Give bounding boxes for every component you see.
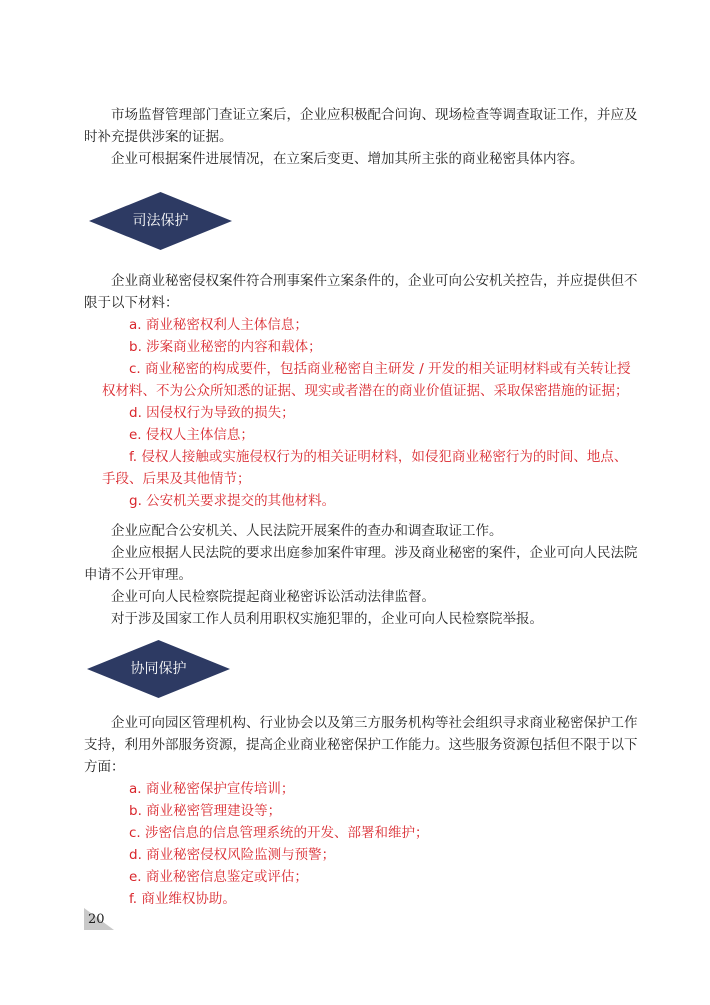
section1-paragraph	[84, 542, 640, 586]
section2-lead-text: 企业可向园区管理机构、行业协会以及第三方服务机构等社会组织寻求商业秘密保护工作支持，利用外部服务资源，提高企业商业秘密保护工作能力。这些服务资源包括但不限于以下方面：	[84, 715, 638, 775]
paragraph-text: 企业可向人民检察院提起商业秘密诉讼活动法律监督。	[111, 589, 435, 605]
list-item-text: e. 商业秘密信息鉴定或评估；	[129, 869, 308, 885]
list-item	[129, 314, 308, 336]
intro-paragraph-2-text: 企业可根据案件进展情况，在立案后变更、增加其所主张的商业秘密具体内容。	[111, 151, 584, 167]
section-heading-collaborative	[87, 640, 230, 698]
section-heading-judicial	[89, 192, 232, 250]
paragraph-text: 企业应配合公安机关、人民法院开展案件的查办和调查取证工作。	[111, 523, 503, 539]
list-item-text: d. 商业秘密侵权风险监测与预警；	[129, 847, 336, 863]
section2-lead	[84, 712, 640, 778]
list-item	[102, 358, 640, 402]
section1-paragraph	[111, 520, 503, 542]
section1-paragraph	[111, 586, 435, 608]
list-item-text: e. 侵权人主体信息；	[129, 427, 254, 443]
list-item-text: c. 涉密信息的信息管理系统的开发、部署和维护；	[129, 825, 429, 841]
intro-paragraph-1	[84, 104, 640, 148]
list-item	[129, 402, 295, 424]
list-item	[129, 336, 322, 358]
section-title: 协同保护	[130, 661, 187, 677]
section1-paragraph	[111, 608, 543, 630]
list-item-text: a. 商业秘密保护宣传培训；	[129, 781, 295, 797]
list-item-text: f. 商业维权协助。	[129, 891, 236, 907]
page-number-text: 20	[88, 912, 105, 927]
page-number	[84, 908, 114, 930]
paragraph-text: 企业应根据人民法院的要求出庭参加案件审理。涉及商业秘密的案件，企业可向人民法院申请不公开审理。	[84, 545, 638, 583]
list-item	[129, 888, 236, 910]
list-item	[129, 424, 254, 446]
list-item	[129, 822, 429, 844]
intro-paragraph-1-text: 市场监督管理部门查证立案后，企业应积极配合问询、现场检查等调查取证工作，并应及时补充提供涉案的证据。	[84, 107, 638, 145]
list-item-text: d. 因侵权行为导致的损失；	[129, 405, 295, 421]
list-item-text: g. 公安机关要求提交的其他材料。	[129, 493, 336, 509]
list-item	[129, 866, 308, 888]
list-item	[102, 446, 640, 490]
intro-paragraph-2	[111, 148, 640, 170]
list-item-text: b. 涉案商业秘密的内容和载体；	[129, 339, 322, 355]
section1-lead	[84, 270, 640, 314]
list-item	[129, 778, 294, 800]
list-item-text: c. 商业秘密的构成要件，包括商业秘密自主研发 / 开发的相关证明材料或有关转让授权材料、不为公众所知悉的证据、现实或者潜在的商业价值证据、采取保密措施的证据；	[102, 361, 631, 399]
list-item-text: f. 侵权人接触或实施侵权行为的相关证明材料，如侵犯商业秘密行为的时间、地点、手段、后果及其他情节；	[102, 449, 628, 487]
list-item-text: a. 商业秘密权利人主体信息；	[129, 317, 308, 333]
list-item	[129, 800, 281, 822]
list-item	[129, 490, 335, 512]
paragraph-text: 对于涉及国家工作人员利用职权实施犯罪的，企业可向人民检察院举报。	[111, 611, 543, 627]
list-item	[129, 844, 335, 866]
section-title: 司法保护	[132, 213, 189, 229]
section1-lead-text: 企业商业秘密侵权案件符合刑事案件立案条件的，企业可向公安机关控告，并应提供但不限于以下材料：	[84, 273, 638, 311]
list-item-text: b. 商业秘密管理建设等；	[129, 803, 282, 819]
